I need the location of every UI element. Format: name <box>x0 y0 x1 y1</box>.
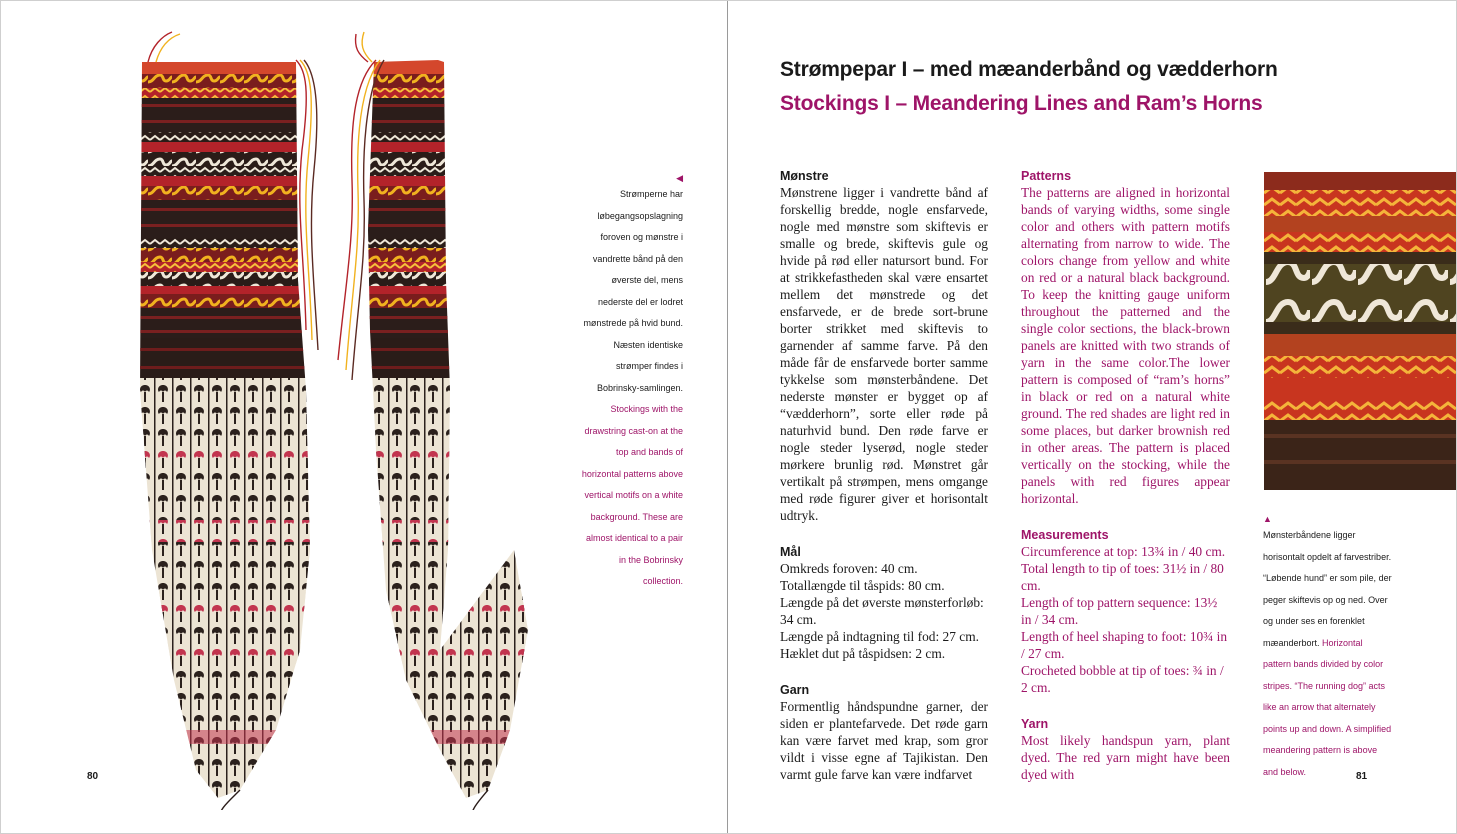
caption-english: Stockings with the drawstring cast-on at the top and bands of horizontal patterns above vertical motifs on a white background. These are almost identical to a pair in the Bobrinsky collection. <box>581 404 683 586</box>
measurement-item: Circumference at top: 13¾ in / 40 cm. <box>1021 544 1226 559</box>
page-number-right: 81 <box>1356 771 1368 782</box>
heading-yarn-danish: Garn <box>780 683 810 697</box>
caption-danish: Strømperne har løbegangsopslagning foroven og mønstre i vandrette bånd på den øverste del, mens nederste del er lodret mønstrede på hvid bund. Næsten identiske strømper findes i Bobrinsky-samlingen. <box>583 189 683 393</box>
danish-text-column <box>780 168 988 783</box>
patterns-body-english: The patterns are aligned in horizontal bands of varying widths, some single color and others with pattern motifs alternating from narrow to wide. The colors change from yellow and white on red or a natural black background. To keep the knitting gauge uniform throughout the patterned and the single color sections, the black-brown panels are knitted with two strands of yarn in the same color.The lower pattern is composed of “ram’s horns” in black or red on a natural white ground. The red shades are light red in some places, but darker brownish red in other areas. The pattern is placed vertically on the stocking, while the panels with red figures appear horizontal. <box>1021 185 1230 506</box>
right-photo-caption <box>1263 513 1393 783</box>
yarn-body-danish: Formentlig håndspundne garner, der siden er plantefarvede. Det røde garn kan være farvet med krap, som gror vildt i visse egne af Tajikistan. Den varmt gule farve kan være indfarvet <box>780 699 988 782</box>
english-text-column <box>1021 168 1230 783</box>
heading-patterns-danish: Mønstre <box>780 169 829 183</box>
left-page <box>0 0 728 834</box>
page-title-danish: Strømpepar I – med mæanderbånd og vædderhorn <box>780 58 1278 81</box>
caption-danish: Mønsterbåndene ligger horisontalt opdelt af farvestriber. “Løbende hund” er som pile, der peger skiftevis op og ned. Over og under ses en forenklet mæanderbort. <box>1263 530 1392 648</box>
pattern-detail-photo <box>1264 172 1457 490</box>
heading-yarn-english: Yarn <box>1021 717 1049 731</box>
measurement-item: Længde på det øverste mønsterforløb: 34 cm. <box>780 595 984 627</box>
measurement-item: Length of top pattern sequence: 13½ in / 34 cm. <box>1021 595 1218 627</box>
heading-patterns-english: Patterns <box>1021 169 1072 183</box>
measurement-item: Længde på indtagning til fod: 27 cm. <box>780 629 979 644</box>
measurement-item: Crocheted bobble at tip of toes: ¾ in / 2 cm. <box>1021 663 1224 695</box>
patterns-body-danish: Mønstrene ligger i vandrette bånd af forskellig bredde, nogle ensfarvede, nogle med mønstre som skiftevis er smalle og brede, skiftevis gule og hvide på rød eller natursort bund. For at strikkefastheden skal være ensartet mellem det mønstrede og det ensfarvede, er de brede sort-brune borter strikket med skiftevis to garnender af samme farve. På den måde får de ensfarvede borter samme tykkelse som mønsterbåndene. Det nederste mønster er bygget op af “vædderhorn”, sorte eller røde på naturhvid bund. Den røde farve er nogle steder lyserød, nogle steder mørkere brunlig rød. Mønstret går vertikalt på strømpen, mens omgange med røde figurer giver et horisontalt udtryk. <box>780 185 988 523</box>
caption-english: Horizontal pattern bands divided by color stripes. “The running dog” acts like an arrow that alternately points up and down. A simplified meandering pattern is above and below. <box>1263 637 1392 777</box>
up-pointing-arrow-icon: ▲ <box>1263 514 1272 524</box>
yarn-body-english: Most likely handspun yarn, plant dyed. The red yarn might have been dyed with <box>1021 733 1230 782</box>
measurement-item: Omkreds foroven: 40 cm. <box>780 561 918 576</box>
measurement-item: Totallængde til tåspids: 80 cm. <box>780 578 945 593</box>
stockings-photo <box>100 30 540 810</box>
measurement-item: Hæklet dut på tåspidsen: 2 cm. <box>780 646 946 661</box>
page-number-left: 80 <box>87 771 99 782</box>
heading-measurements-english: Measurements <box>1021 528 1109 542</box>
measurement-item: Length of heel shaping to foot: 10¾ in / 27 cm. <box>1021 629 1228 661</box>
measurement-item: Total length to tip of toes: 31½ in / 80 cm. <box>1021 561 1224 593</box>
left-photo-caption <box>578 172 683 593</box>
heading-measurements-danish: Mål <box>780 545 801 559</box>
left-pointing-arrow-icon: ◀ <box>676 173 683 183</box>
page-title-english: Stockings I – Meandering Lines and Ram’s Horns <box>780 92 1263 115</box>
